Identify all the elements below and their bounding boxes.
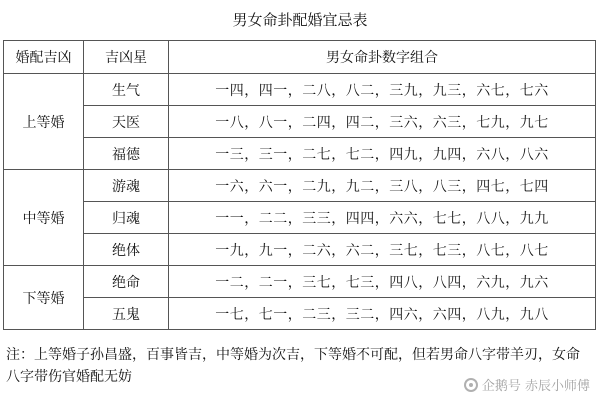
table-row (4, 138, 596, 170)
header-level: 婚配吉凶 (4, 41, 84, 74)
combo-cell: 一七，七一，二三，三二，四六，六四，八九，九八 (169, 298, 596, 330)
star-cell: 绝体 (84, 234, 169, 266)
combo-cell: 一九，九一，二六，六二，三七，七三，八七，八七 (169, 234, 596, 266)
watermark (464, 375, 590, 394)
header-star: 吉凶星 (84, 41, 169, 74)
combo-cell: 一八，八一，二四，四二，三六，六三，七九，九七 (169, 106, 596, 138)
star-cell: 五鬼 (84, 298, 169, 330)
combo-cell: 一三，三一，二七，七二，四九，九四，六八，八六 (169, 138, 596, 170)
combo-cell: 一四，四一，二八，八二，三九，九三，六七，七六 (169, 74, 596, 106)
table-title: 男女命卦配婚宜忌表 (232, 11, 368, 29)
level-cell: 中等婚 (4, 170, 84, 266)
combo-cell: 一六，六一，二九，九二，三八，八三，四七，七四 (169, 170, 596, 202)
star-cell: 天医 (84, 106, 169, 138)
level-cell: 下等婚 (4, 266, 84, 330)
combo-cell: 一二，二一，三七，七三，四八，八四，六九，九六 (169, 266, 596, 298)
table-row (4, 74, 596, 106)
table-row (4, 266, 596, 298)
footnote: 注：上等婚子孙昌盛，百事皆吉，中等婚为次吉，下等婚不可配，但若男命八字带羊刃，女命八字带伤官婚配无妨 (6, 347, 580, 385)
marriage-table (3, 40, 596, 330)
table-row (4, 234, 596, 266)
table-row (4, 170, 596, 202)
star-cell: 游魂 (84, 170, 169, 202)
star-cell: 生气 (84, 74, 169, 106)
table-row (4, 202, 596, 234)
header-combos: 男女命卦数字组合 (169, 41, 596, 74)
star-cell: 绝命 (84, 266, 169, 298)
watermark-text: 企鹅号 赤辰小师傅 (481, 379, 590, 394)
table-row (4, 106, 596, 138)
level-cell: 上等婚 (4, 74, 84, 170)
star-cell: 归魂 (84, 202, 169, 234)
header-row (4, 41, 596, 74)
combo-cell: 一一，二二，三三，四四，六六，七七，八八，九九 (169, 202, 596, 234)
penguin-logo-icon (464, 378, 478, 392)
star-cell: 福德 (84, 138, 169, 170)
table-row (4, 298, 596, 330)
